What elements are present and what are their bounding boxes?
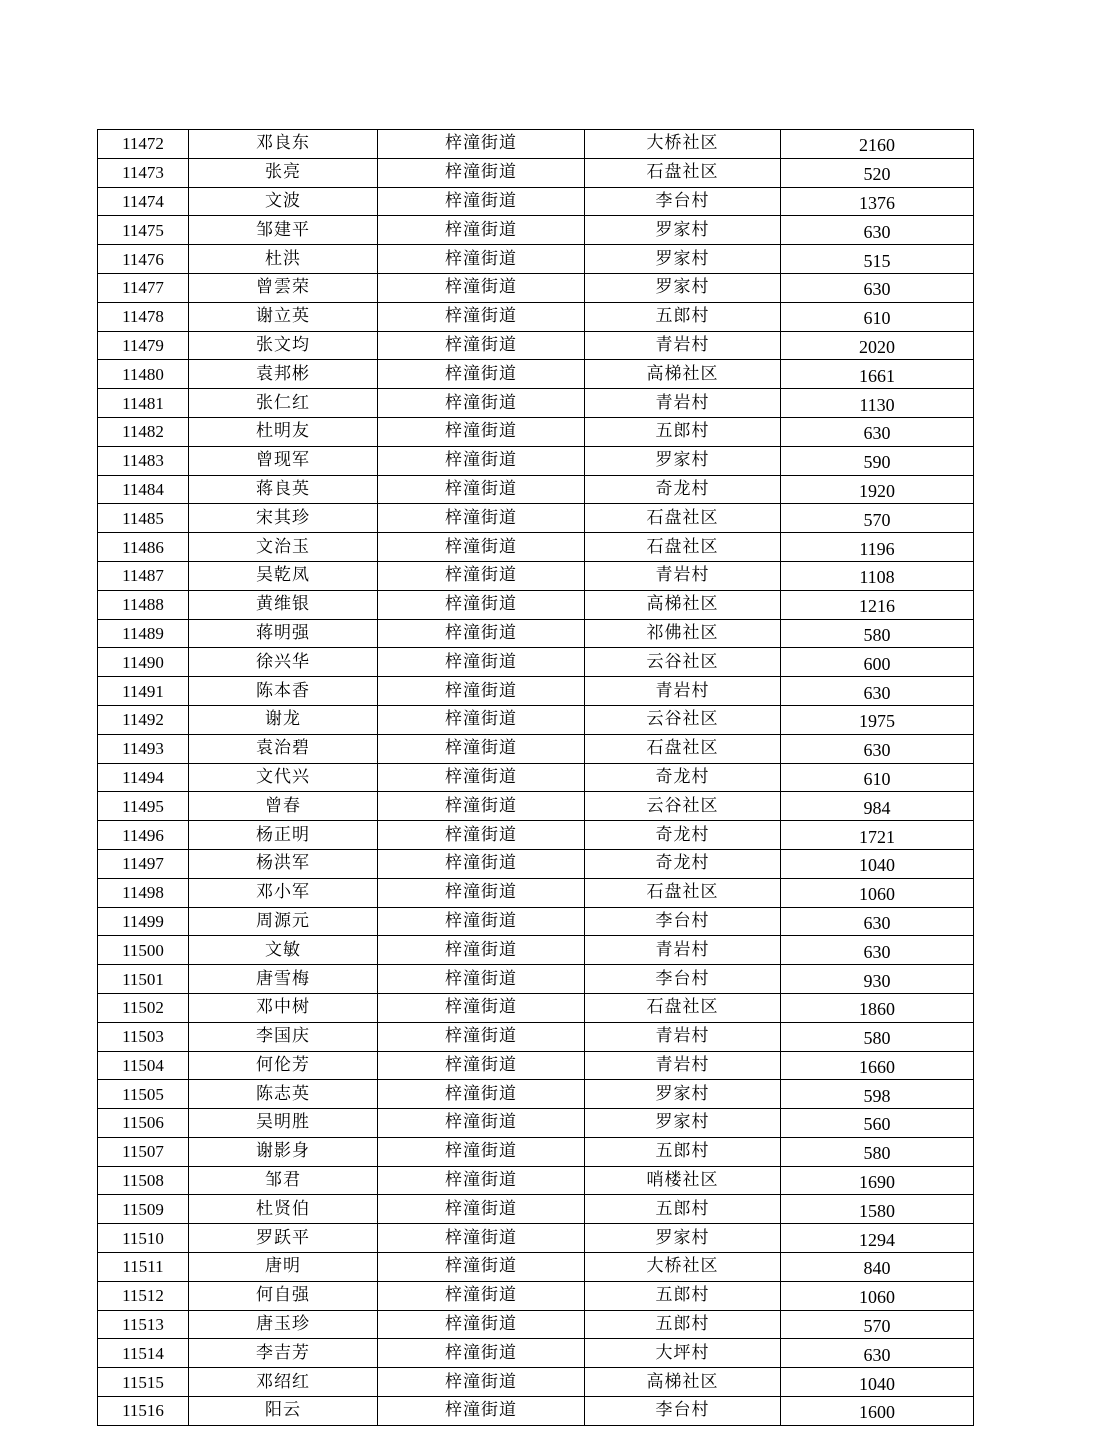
- cell-name: 杨正明: [189, 821, 378, 850]
- cell-name: 谢影身: [189, 1137, 378, 1166]
- cell-id: 11478: [98, 302, 189, 331]
- cell-id: 11505: [98, 1080, 189, 1109]
- cell-community: 高梯社区: [585, 1368, 781, 1397]
- table-row: [98, 1195, 974, 1224]
- cell-id: 11494: [98, 763, 189, 792]
- cell-community: 石盘社区: [585, 158, 781, 187]
- table-row: [98, 158, 974, 187]
- cell-name: 吴明胜: [189, 1109, 378, 1138]
- cell-community: 大坪村: [585, 1339, 781, 1368]
- cell-amount: 630: [781, 734, 974, 763]
- cell-community: 云谷社区: [585, 792, 781, 821]
- cell-name: 张亮: [189, 158, 378, 187]
- cell-id: 11477: [98, 273, 189, 302]
- table-row: [98, 763, 974, 792]
- table-row: [98, 216, 974, 245]
- cell-community: 青岩村: [585, 1022, 781, 1051]
- table-row: [98, 273, 974, 302]
- cell-name: 邓绍红: [189, 1368, 378, 1397]
- cell-street: 梓潼街道: [378, 216, 585, 245]
- table-row: [98, 993, 974, 1022]
- cell-street: 梓潼街道: [378, 590, 585, 619]
- cell-community: 李台村: [585, 1397, 781, 1426]
- cell-community: 石盘社区: [585, 878, 781, 907]
- cell-id: 11509: [98, 1195, 189, 1224]
- cell-name: 蒋良英: [189, 475, 378, 504]
- table-row: [98, 1339, 974, 1368]
- table-row: [98, 1310, 974, 1339]
- cell-id: 11498: [98, 878, 189, 907]
- table-row: [98, 1166, 974, 1195]
- cell-name: 阳云: [189, 1397, 378, 1426]
- cell-id: 11499: [98, 907, 189, 936]
- cell-id: 11483: [98, 446, 189, 475]
- cell-name: 杜贤伯: [189, 1195, 378, 1224]
- cell-amount: 2020: [781, 331, 974, 360]
- cell-community: 青岩村: [585, 561, 781, 590]
- cell-street: 梓潼街道: [378, 130, 585, 159]
- cell-amount: 1660: [781, 1051, 974, 1080]
- table-row: [98, 907, 974, 936]
- cell-id: 11500: [98, 936, 189, 965]
- cell-name: 曾春: [189, 792, 378, 821]
- cell-amount: 630: [781, 677, 974, 706]
- cell-community: 奇龙村: [585, 849, 781, 878]
- cell-name: 邓小军: [189, 878, 378, 907]
- cell-street: 梓潼街道: [378, 1310, 585, 1339]
- cell-amount: 1294: [781, 1224, 974, 1253]
- cell-amount: 2160: [781, 130, 974, 159]
- cell-id: 11507: [98, 1137, 189, 1166]
- cell-name: 杜洪: [189, 245, 378, 274]
- table-row: [98, 389, 974, 418]
- cell-community: 青岩村: [585, 1051, 781, 1080]
- cell-community: 大桥社区: [585, 1253, 781, 1282]
- table-row: [98, 187, 974, 216]
- cell-community: 奇龙村: [585, 763, 781, 792]
- table-row: [98, 1368, 974, 1397]
- cell-community: 罗家村: [585, 245, 781, 274]
- cell-community: 罗家村: [585, 446, 781, 475]
- table-row: [98, 561, 974, 590]
- cell-name: 谢龙: [189, 705, 378, 734]
- cell-amount: 1661: [781, 360, 974, 389]
- cell-id: 11516: [98, 1397, 189, 1426]
- cell-street: 梓潼街道: [378, 1281, 585, 1310]
- cell-street: 梓潼街道: [378, 821, 585, 850]
- cell-name: 文敏: [189, 936, 378, 965]
- cell-community: 五郎村: [585, 1310, 781, 1339]
- cell-community: 奇龙村: [585, 475, 781, 504]
- cell-community: 五郎村: [585, 1195, 781, 1224]
- cell-street: 梓潼街道: [378, 389, 585, 418]
- cell-community: 青岩村: [585, 677, 781, 706]
- cell-amount: 1920: [781, 475, 974, 504]
- cell-name: 杨洪军: [189, 849, 378, 878]
- cell-id: 11487: [98, 561, 189, 590]
- table-row: [98, 1281, 974, 1310]
- cell-street: 梓潼街道: [378, 705, 585, 734]
- cell-street: 梓潼街道: [378, 677, 585, 706]
- cell-amount: 1690: [781, 1166, 974, 1195]
- cell-community: 大桥社区: [585, 130, 781, 159]
- cell-amount: 1130: [781, 389, 974, 418]
- table-body: [98, 130, 974, 1426]
- cell-name: 周源元: [189, 907, 378, 936]
- cell-street: 梓潼街道: [378, 1224, 585, 1253]
- table-row: [98, 331, 974, 360]
- table-row: [98, 965, 974, 994]
- table-row: [98, 936, 974, 965]
- cell-amount: 630: [781, 1339, 974, 1368]
- table-row: [98, 302, 974, 331]
- cell-id: 11481: [98, 389, 189, 418]
- cell-street: 梓潼街道: [378, 734, 585, 763]
- cell-amount: 1196: [781, 533, 974, 562]
- cell-amount: 520: [781, 158, 974, 187]
- cell-street: 梓潼街道: [378, 360, 585, 389]
- cell-id: 11482: [98, 417, 189, 446]
- cell-name: 袁治碧: [189, 734, 378, 763]
- cell-id: 11476: [98, 245, 189, 274]
- cell-name: 宋其珍: [189, 504, 378, 533]
- table-row: [98, 792, 974, 821]
- cell-community: 高梯社区: [585, 590, 781, 619]
- cell-street: 梓潼街道: [378, 1166, 585, 1195]
- cell-amount: 630: [781, 907, 974, 936]
- cell-community: 李台村: [585, 965, 781, 994]
- cell-id: 11488: [98, 590, 189, 619]
- table-row: [98, 130, 974, 159]
- cell-street: 梓潼街道: [378, 187, 585, 216]
- cell-community: 李台村: [585, 907, 781, 936]
- cell-street: 梓潼街道: [378, 302, 585, 331]
- cell-amount: 1721: [781, 821, 974, 850]
- cell-street: 梓潼街道: [378, 1195, 585, 1224]
- cell-name: 曾雲荣: [189, 273, 378, 302]
- cell-community: 五郎村: [585, 1281, 781, 1310]
- cell-name: 何自强: [189, 1281, 378, 1310]
- data-table: [97, 129, 974, 1426]
- cell-id: 11508: [98, 1166, 189, 1195]
- cell-id: 11503: [98, 1022, 189, 1051]
- cell-name: 陈本香: [189, 677, 378, 706]
- cell-street: 梓潼街道: [378, 619, 585, 648]
- table-row: [98, 1224, 974, 1253]
- cell-name: 谢立英: [189, 302, 378, 331]
- cell-community: 五郎村: [585, 1137, 781, 1166]
- cell-street: 梓潼街道: [378, 158, 585, 187]
- cell-name: 陈志英: [189, 1080, 378, 1109]
- table-row: [98, 1137, 974, 1166]
- cell-amount: 840: [781, 1253, 974, 1282]
- cell-name: 李吉芳: [189, 1339, 378, 1368]
- cell-amount: 590: [781, 446, 974, 475]
- cell-id: 11495: [98, 792, 189, 821]
- cell-id: 11510: [98, 1224, 189, 1253]
- cell-street: 梓潼街道: [378, 504, 585, 533]
- cell-name: 唐明: [189, 1253, 378, 1282]
- cell-amount: 515: [781, 245, 974, 274]
- cell-id: 11473: [98, 158, 189, 187]
- cell-community: 祁佛社区: [585, 619, 781, 648]
- cell-name: 吴乾凤: [189, 561, 378, 590]
- cell-community: 青岩村: [585, 331, 781, 360]
- cell-amount: 580: [781, 1137, 974, 1166]
- cell-id: 11497: [98, 849, 189, 878]
- cell-street: 梓潼街道: [378, 1080, 585, 1109]
- cell-community: 青岩村: [585, 389, 781, 418]
- table-row: [98, 590, 974, 619]
- cell-id: 11504: [98, 1051, 189, 1080]
- cell-street: 梓潼街道: [378, 561, 585, 590]
- cell-community: 罗家村: [585, 216, 781, 245]
- cell-community: 石盘社区: [585, 533, 781, 562]
- cell-amount: 1975: [781, 705, 974, 734]
- table-row: [98, 734, 974, 763]
- cell-amount: 1108: [781, 561, 974, 590]
- cell-amount: 630: [781, 417, 974, 446]
- table-row: [98, 821, 974, 850]
- cell-amount: 580: [781, 619, 974, 648]
- cell-name: 文治玉: [189, 533, 378, 562]
- cell-name: 徐兴华: [189, 648, 378, 677]
- table-row: [98, 475, 974, 504]
- cell-street: 梓潼街道: [378, 273, 585, 302]
- cell-id: 11486: [98, 533, 189, 562]
- table-row: [98, 849, 974, 878]
- cell-id: 11479: [98, 331, 189, 360]
- cell-street: 梓潼街道: [378, 1022, 585, 1051]
- table-row: [98, 504, 974, 533]
- cell-amount: 610: [781, 302, 974, 331]
- cell-amount: 580: [781, 1022, 974, 1051]
- cell-name: 文波: [189, 187, 378, 216]
- cell-amount: 600: [781, 648, 974, 677]
- cell-amount: 1216: [781, 590, 974, 619]
- cell-id: 11472: [98, 130, 189, 159]
- cell-amount: 630: [781, 216, 974, 245]
- cell-amount: 1040: [781, 1368, 974, 1397]
- cell-street: 梓潼街道: [378, 533, 585, 562]
- cell-street: 梓潼街道: [378, 1339, 585, 1368]
- data-table-container: [97, 129, 973, 1426]
- cell-street: 梓潼街道: [378, 965, 585, 994]
- cell-amount: 570: [781, 504, 974, 533]
- cell-amount: 930: [781, 965, 974, 994]
- cell-name: 罗跃平: [189, 1224, 378, 1253]
- cell-id: 11502: [98, 993, 189, 1022]
- cell-community: 石盘社区: [585, 993, 781, 1022]
- table-row: [98, 245, 974, 274]
- table-row: [98, 417, 974, 446]
- cell-amount: 984: [781, 792, 974, 821]
- cell-street: 梓潼街道: [378, 1051, 585, 1080]
- cell-community: 李台村: [585, 187, 781, 216]
- cell-street: 梓潼街道: [378, 648, 585, 677]
- cell-name: 邹君: [189, 1166, 378, 1195]
- cell-community: 罗家村: [585, 273, 781, 302]
- cell-id: 11493: [98, 734, 189, 763]
- cell-community: 哨楼社区: [585, 1166, 781, 1195]
- cell-amount: 1580: [781, 1195, 974, 1224]
- cell-community: 云谷社区: [585, 648, 781, 677]
- cell-community: 罗家村: [585, 1109, 781, 1138]
- table-row: [98, 1397, 974, 1426]
- cell-name: 袁邦彬: [189, 360, 378, 389]
- cell-id: 11512: [98, 1281, 189, 1310]
- cell-street: 梓潼街道: [378, 446, 585, 475]
- cell-amount: 570: [781, 1310, 974, 1339]
- cell-name: 唐玉珍: [189, 1310, 378, 1339]
- cell-id: 11485: [98, 504, 189, 533]
- cell-community: 五郎村: [585, 417, 781, 446]
- cell-street: 梓潼街道: [378, 792, 585, 821]
- table-row: [98, 677, 974, 706]
- cell-amount: 630: [781, 273, 974, 302]
- cell-id: 11506: [98, 1109, 189, 1138]
- cell-community: 罗家村: [585, 1080, 781, 1109]
- cell-community: 五郎村: [585, 302, 781, 331]
- cell-amount: 1060: [781, 1281, 974, 1310]
- cell-street: 梓潼街道: [378, 993, 585, 1022]
- cell-amount: 630: [781, 936, 974, 965]
- cell-street: 梓潼街道: [378, 936, 585, 965]
- cell-community: 云谷社区: [585, 705, 781, 734]
- cell-street: 梓潼街道: [378, 1253, 585, 1282]
- cell-street: 梓潼街道: [378, 245, 585, 274]
- cell-community: 青岩村: [585, 936, 781, 965]
- cell-street: 梓潼街道: [378, 849, 585, 878]
- cell-street: 梓潼街道: [378, 331, 585, 360]
- table-row: [98, 446, 974, 475]
- cell-name: 张文均: [189, 331, 378, 360]
- cell-name: 黄维银: [189, 590, 378, 619]
- cell-name: 邹建平: [189, 216, 378, 245]
- cell-amount: 610: [781, 763, 974, 792]
- cell-street: 梓潼街道: [378, 1397, 585, 1426]
- cell-id: 11514: [98, 1339, 189, 1368]
- cell-community: 奇龙村: [585, 821, 781, 850]
- cell-id: 11515: [98, 1368, 189, 1397]
- cell-name: 李国庆: [189, 1022, 378, 1051]
- cell-amount: 1040: [781, 849, 974, 878]
- table-row: [98, 360, 974, 389]
- table-row: [98, 705, 974, 734]
- table-row: [98, 878, 974, 907]
- cell-id: 11496: [98, 821, 189, 850]
- cell-id: 11513: [98, 1310, 189, 1339]
- cell-amount: 1600: [781, 1397, 974, 1426]
- cell-name: 张仁红: [189, 389, 378, 418]
- cell-street: 梓潼街道: [378, 1368, 585, 1397]
- cell-street: 梓潼街道: [378, 907, 585, 936]
- cell-community: 罗家村: [585, 1224, 781, 1253]
- cell-name: 文代兴: [189, 763, 378, 792]
- cell-id: 11484: [98, 475, 189, 504]
- cell-community: 石盘社区: [585, 504, 781, 533]
- cell-community: 石盘社区: [585, 734, 781, 763]
- table-row: [98, 1051, 974, 1080]
- cell-name: 曾现军: [189, 446, 378, 475]
- table-row: [98, 533, 974, 562]
- table-row: [98, 1080, 974, 1109]
- cell-community: 高梯社区: [585, 360, 781, 389]
- cell-amount: 560: [781, 1109, 974, 1138]
- cell-id: 11475: [98, 216, 189, 245]
- cell-amount: 1060: [781, 878, 974, 907]
- cell-amount: 1860: [781, 993, 974, 1022]
- table-row: [98, 1109, 974, 1138]
- cell-id: 11511: [98, 1253, 189, 1282]
- cell-id: 11501: [98, 965, 189, 994]
- cell-name: 蒋明强: [189, 619, 378, 648]
- cell-street: 梓潼街道: [378, 1109, 585, 1138]
- table-row: [98, 1253, 974, 1282]
- cell-amount: 598: [781, 1080, 974, 1109]
- cell-id: 11492: [98, 705, 189, 734]
- cell-street: 梓潼街道: [378, 1137, 585, 1166]
- table-row: [98, 1022, 974, 1051]
- cell-name: 邓良东: [189, 130, 378, 159]
- cell-name: 邓中树: [189, 993, 378, 1022]
- cell-street: 梓潼街道: [378, 878, 585, 907]
- cell-id: 11474: [98, 187, 189, 216]
- cell-id: 11489: [98, 619, 189, 648]
- cell-street: 梓潼街道: [378, 417, 585, 446]
- cell-name: 何伦芳: [189, 1051, 378, 1080]
- table-row: [98, 648, 974, 677]
- cell-id: 11480: [98, 360, 189, 389]
- table-row: [98, 619, 974, 648]
- cell-name: 唐雪梅: [189, 965, 378, 994]
- cell-street: 梓潼街道: [378, 475, 585, 504]
- cell-id: 11490: [98, 648, 189, 677]
- cell-id: 11491: [98, 677, 189, 706]
- cell-amount: 1376: [781, 187, 974, 216]
- cell-street: 梓潼街道: [378, 763, 585, 792]
- cell-name: 杜明友: [189, 417, 378, 446]
